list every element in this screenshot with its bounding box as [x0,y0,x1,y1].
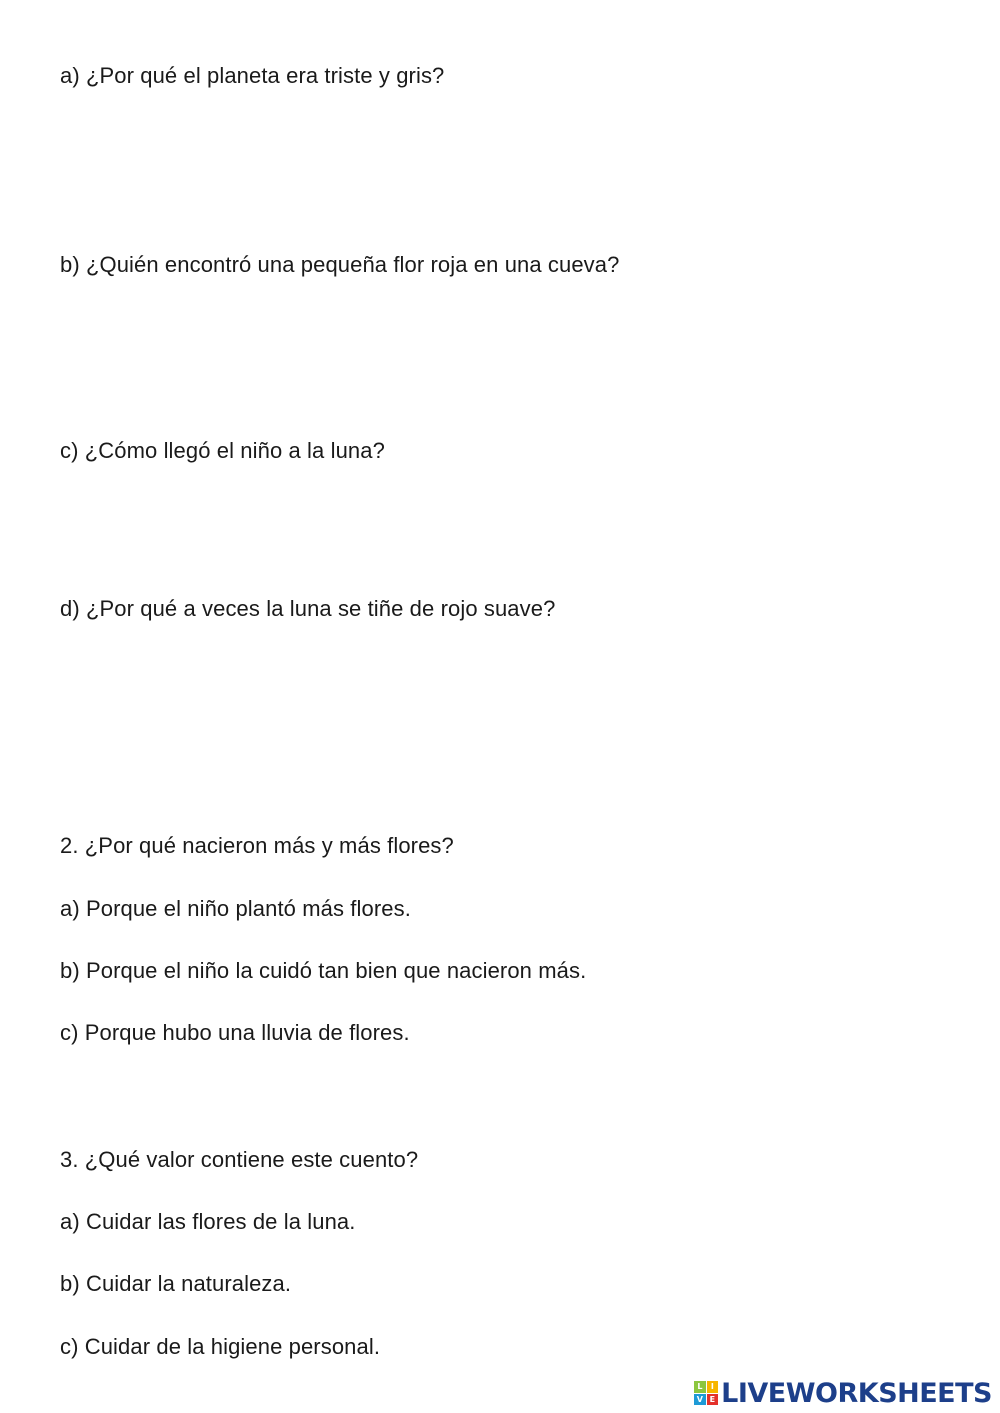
liveworksheets-logo-icon [694,1381,718,1405]
question-3-option-a[interactable]: a) Cuidar las flores de la luna. [60,1209,356,1234]
question-1a: a) ¿Por qué el planeta era triste y gris? [60,63,445,88]
question-1d: d) ¿Por qué a veces la luna se tiñe de rojo suave? [60,596,556,621]
watermark-text: LIVEWORKSHEETS [721,1377,992,1409]
logo-tile-l: L [694,1381,706,1393]
liveworksheets-watermark [694,1376,992,1410]
question-2-option-b[interactable]: b) Porque el niño la cuidó tan bien que nacieron más. [60,958,587,983]
question-2-option-c[interactable]: c) Porque hubo una lluvia de flores. [60,1020,410,1045]
question-3-option-b[interactable]: b) Cuidar la naturaleza. [60,1271,292,1296]
question-2-prompt: 2. ¿Por qué nacieron más y más flores? [60,833,454,858]
question-1b: b) ¿Quién encontró una pequeña flor roja en una cueva? [60,252,620,277]
logo-tile-i: I [707,1381,719,1393]
question-3-prompt: 3. ¿Qué valor contiene este cuento? [60,1147,419,1172]
logo-tile-v: V [694,1394,706,1406]
logo-tile-e: E [707,1394,719,1406]
question-1c: c) ¿Cómo llegó el niño a la luna? [60,438,385,463]
question-2-option-a[interactable]: a) Porque el niño plantó más flores. [60,896,411,921]
question-3-option-c[interactable]: c) Cuidar de la higiene personal. [60,1334,381,1359]
